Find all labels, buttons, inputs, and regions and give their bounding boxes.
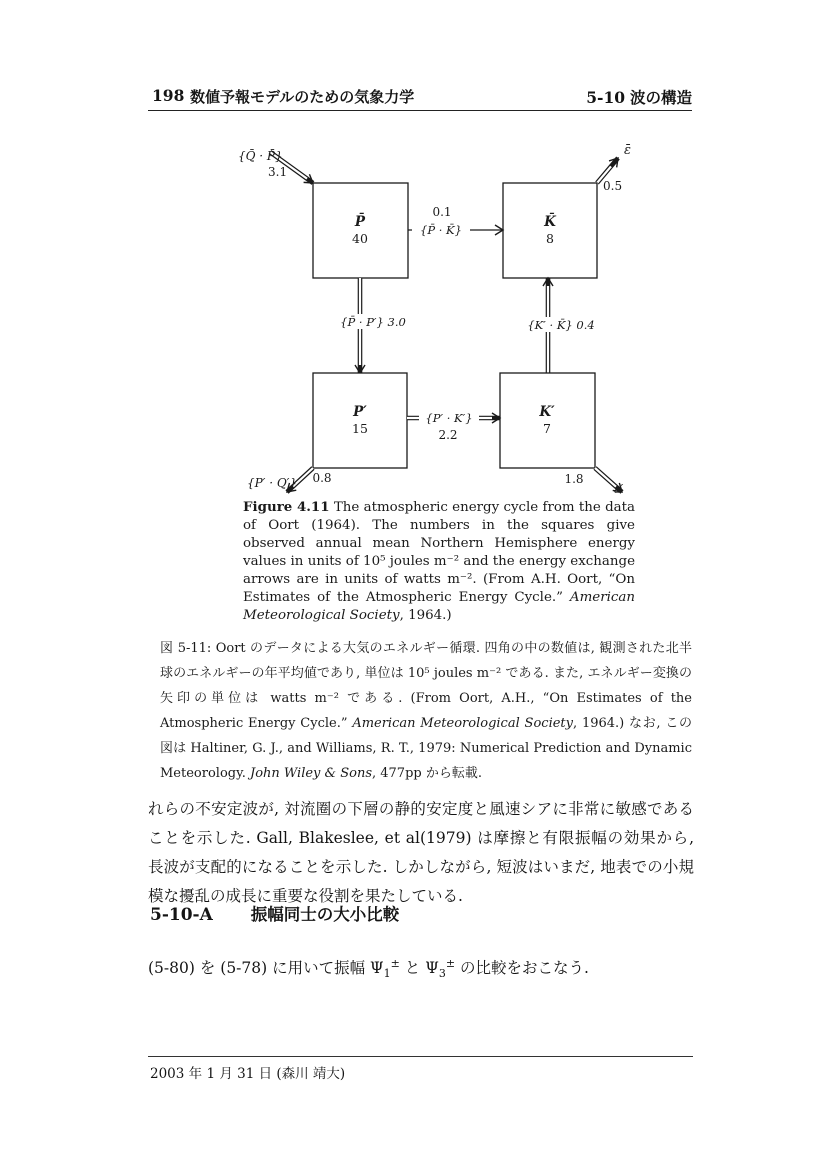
value-pk: 0.1 [432,205,452,219]
box-p-bar-value: 40 [352,231,368,246]
figure-caption-tail: , 1964.) [399,608,452,623]
label-pp: {P̄ · P′} 3.0 [340,315,406,329]
label-kk: {K′ · K̄} 0.4 [527,318,595,332]
arrow-epsprime-outflow-core [595,468,616,487]
value-qp: 3.1 [268,165,288,179]
label-pq: {P′ · Q′} [246,476,298,490]
body-paragraph: れらの不安定波が, 対流圈の下層の静的安定度と風速シアに非常に敏感であることを示した. Gall, Blakeslee, et al(1979) は摩擦と有限振幅の効果から, 長波が支配的になることを示した. しかしながら, 短波はいまだ, 地表での小規模な擾乱の成長に重要な役割を果たしている. [148,800,694,905]
page-header [148,86,692,108]
figure-ja-tag: 図 5-11: [160,641,212,656]
label-pk: {P̄ · K̄} [420,223,462,237]
section-title-header: 波の構造 [629,89,692,107]
header-rule [148,110,692,111]
figure-caption-body: The atmospheric energy cycle from the data of Oort (1964). The numbers in the squares give observed annual mean Northern Hemisphere energy values in units of 10⁵ joules m⁻² and the energy exchange arrows are in units of watts m⁻². (From A.H. Oort, “On Estimates of the Atmospheric Energy Cycle.” [243,500,635,605]
psi1-superscript: ± [390,956,400,970]
psi3-superscript: ± [445,956,456,970]
figure-ja-text-3: , 477pp から転載. [372,766,482,781]
box-k-bar-symbol: K̄ [544,214,556,230]
figure-caption-english [243,498,635,625]
label-epsbar: ε̄ [624,143,631,158]
box-p-bar-symbol: P̄ [354,214,366,230]
figure-caption-journal: American Meteorological Society [243,590,635,623]
value-epsbar: 0.5 [603,179,623,193]
label-pkprime: {P′ · K′} [425,411,473,425]
footer-rule [148,1056,693,1057]
label-qp: {Q̄ · P̄} [238,149,283,163]
running-head-section [586,86,692,108]
para2-text-3: の比較をおこなう. [455,959,589,977]
figure-caption-tag: Figure 4.11 [243,499,330,515]
comparison-paragraph [148,956,708,980]
box-k-prime-symbol: K′ [539,404,555,420]
figure-ja-publisher: John Wiley & Sons [249,766,372,781]
value-pq: 0.8 [312,471,332,485]
figure-ja-journal: American Meteorological Society [352,716,573,731]
box-p-prime-symbol: P′ [353,404,367,420]
box-k-bar-value: 8 [546,231,554,246]
box-p-prime-value: 15 [352,421,368,436]
section-heading-number: 5-10-A [150,905,213,925]
psi3-subscript: 3 [438,967,446,981]
para2-text-2: と Ψ [399,959,439,977]
box-k-prime-value: 7 [543,421,551,436]
figure-ja-text-2: , 1964.) なお, この図は Haltiner, G. J., and Williams, R. T., 1979: Numerical Prediction and Dynamic Meteorology. [160,716,692,781]
value-pkprime: 2.2 [438,428,458,442]
page-number: 198 [152,86,185,105]
para2-text-1: (5-80) を (5-78) に用いて振幅 Ψ [148,959,384,977]
psi1-subscript: 1 [383,967,391,981]
energy-cycle-diagram [230,130,675,502]
footer-date: 2003 年 1 月 31 日 (森川 靖大) [150,1066,346,1082]
section-heading-title: 振幅同士の大小比較 [250,905,400,924]
figure-caption-japanese [160,636,692,786]
running-head-title: 数値予報モデルのための気象力学 [190,88,415,106]
figure-ja-text-1: Oort のデータによる大気のエネルギー循環. 四角の中の数値は, 観測された北半球のエネルギーの年平均値であり, 単位は 10⁵ joules m⁻² である. また, エネルギー変換の矢印の単位は watts m⁻² である. (From Oort, A.H., “On Estimates of the Atmospheric Energy Cycle.” [160,641,693,731]
value-epsprime: 1.8 [564,472,584,486]
label-epsprime: ε′ [614,482,624,496]
section-heading [150,901,399,925]
section-number-header: 5-10 [586,88,626,107]
